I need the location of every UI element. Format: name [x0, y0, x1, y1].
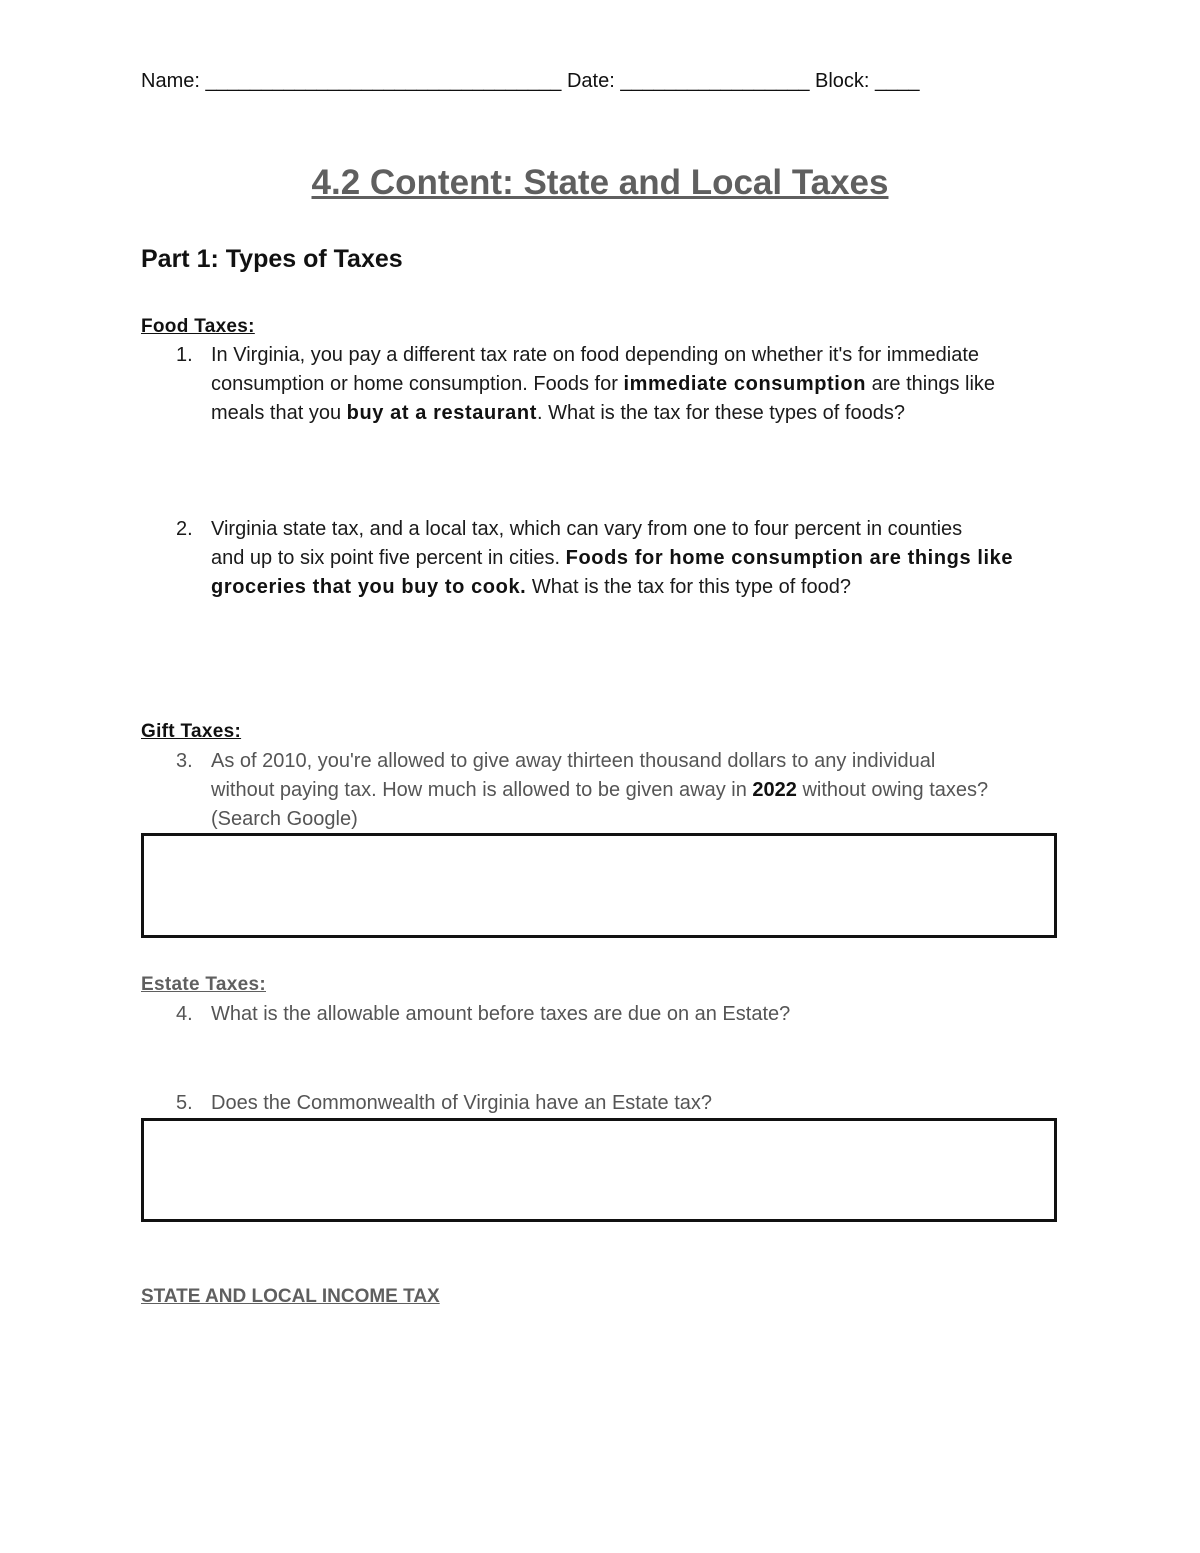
date-label: Date: [566, 70, 615, 92]
question-1-text: In Virginia, you pay a different tax rate on food depending on whether it's for immediate consumption or home consumption. Foods for immediate consumption are things like meals that you buy at a restaurant. What is the tax for these types of foods? [211, 344, 996, 424]
question-4-text: What is the allowable amount before taxes are due on an Estate? [211, 1003, 791, 1025]
part-1-heading: Part 1: Types of Taxes [141, 245, 403, 273]
name-label: Name: [141, 70, 200, 92]
income-tax-heading: STATE AND LOCAL INCOME TAX [141, 1286, 440, 1307]
page-title: 4.2 Content: State and Local Taxes [311, 163, 889, 202]
question-1-number: 1. [176, 344, 193, 366]
question-2-number: 2. [176, 518, 193, 540]
question-5-number: 5. [176, 1092, 193, 1114]
food-taxes-heading: Food Taxes: [141, 316, 255, 337]
question-3-number: 3. [176, 750, 193, 772]
gift-taxes-heading: Gift Taxes: [141, 721, 242, 742]
name-blank[interactable]: ________________________________ [205, 70, 562, 92]
date-blank[interactable]: _________________ [620, 70, 810, 92]
question-4-number: 4. [176, 1003, 193, 1025]
block-blank[interactable]: ____ [875, 70, 920, 92]
header-fields [141, 70, 920, 93]
estate-taxes-heading: Estate Taxes: [141, 974, 266, 995]
question-5-answer-box[interactable] [141, 1118, 1057, 1222]
question-5-text: Does the Commonwealth of Virginia have an Estate tax? [211, 1092, 713, 1114]
question-3-text: As of 2010, you're allowed to give away thirteen thousand dollars to any individual without paying tax. How much is allowed to be given away in 2022 without owing taxes? (Search Google) [211, 750, 989, 830]
question-2-text: Virginia state tax, and a local tax, which can vary from one to four percent in counties and up to six point five percent in cities. Foods for home consumption are things like groceries that you buy to cook. What is the tax for this type of food? [211, 518, 1014, 598]
block-label: Block: [815, 70, 870, 92]
question-3-answer-box[interactable] [141, 833, 1057, 938]
